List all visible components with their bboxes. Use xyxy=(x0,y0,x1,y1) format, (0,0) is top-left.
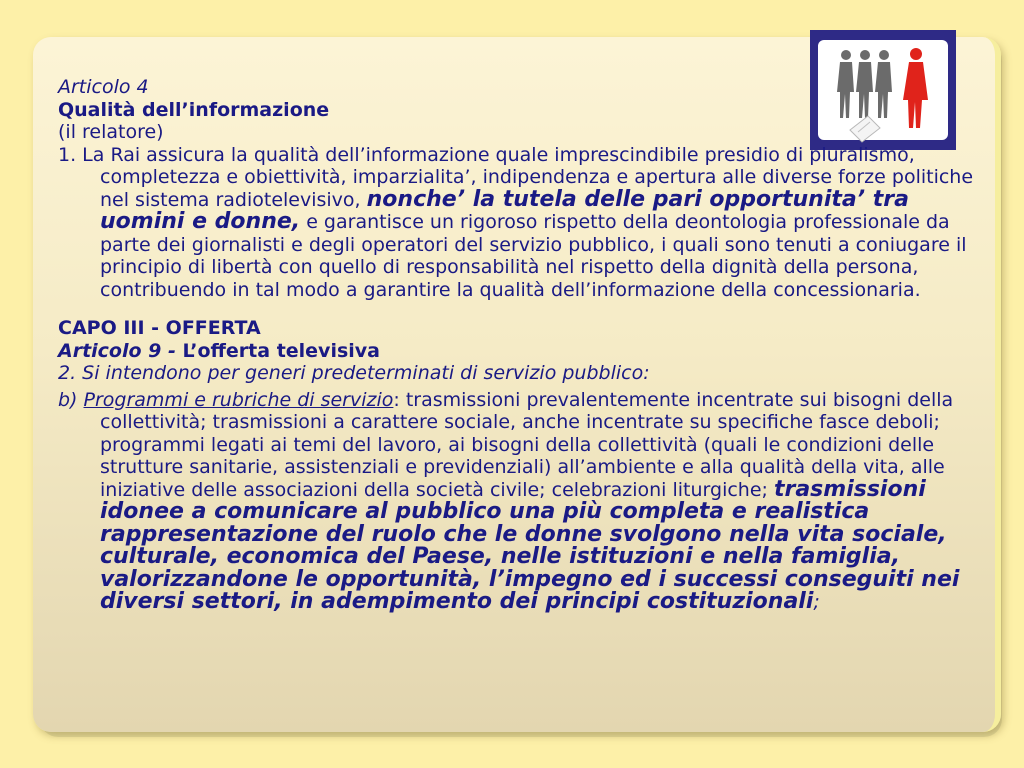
article9-label: Articolo 9 - xyxy=(58,339,183,362)
article9-title: L’offerta televisiva xyxy=(182,339,380,362)
capo3-heading: CAPO III - OFFERTA xyxy=(58,317,261,339)
article4-emphasis: nonche’ la tutela delle pari opportunita’ tra uomini e donne, xyxy=(100,186,909,234)
article9-intro: 2. Si intendono per generi predeterminati di servizio pubblico: xyxy=(58,362,650,384)
article9-heading xyxy=(58,340,983,363)
slide-text xyxy=(58,76,983,614)
article4-title: Qualità dell’informazione xyxy=(58,98,330,121)
article4-text-a: La Rai assicura la qualità dell’informazione quale imprescindibile presidio di pluralismo, completezza e obiettività, imparzialita’, indipendenza e apertura alle diverse forze politiche nel sistema radiotelevisivo, xyxy=(82,143,974,211)
item-link: Programmi e rubriche di servizio xyxy=(83,388,394,411)
item-number: 1. xyxy=(58,143,83,166)
article4-note: (il relatore) xyxy=(58,121,164,143)
article4-text-b: e garantisce un rigoroso rispetto della deontologia professionale da parte dei giornalisti e degli operatori del servizio pubblico, i quali sono tenuti a coniugare il principio di libertà con quello di responsabilità nel rispetto della dignità della persona, contribuendo in tal modo a garantire la qualità dell’informazione della concessionaria. xyxy=(100,211,967,301)
article9-text-a: : trasmissioni prevalentemente incentrate sui bisogni della collettività; trasmissioni a carattere sociale, anche incentrate su specifiche fasce deboli; programmi legati ai temi del lavoro, ai bisogni della collettività (quali le condizioni delle strutture sanitarie, assistenziali e previdenziali) all’ambiente e alla qualità della vita, alle iniziative delle associazioni della società civile; celebrazioni liturgiche; xyxy=(100,388,954,501)
article9-tail: ; xyxy=(813,591,820,613)
article9-item-b xyxy=(58,389,983,614)
item-label: b) xyxy=(58,388,84,411)
article9-emphasis: trasmissioni idonee a comunicare al pubblico una più completa e realistica rappresentazione del ruolo che le donne svolgono nella vita sociale, culturale, economica del Paese, nelle istituzioni e nella famiglia, valorizzandone le opportunità, l’impegno ed i successi conseguiti nei diversi settori, in adempimento dei principi costituzionali xyxy=(100,476,960,614)
article4-heading: Articolo 4 xyxy=(58,76,149,98)
article4-item-1 xyxy=(58,144,983,302)
